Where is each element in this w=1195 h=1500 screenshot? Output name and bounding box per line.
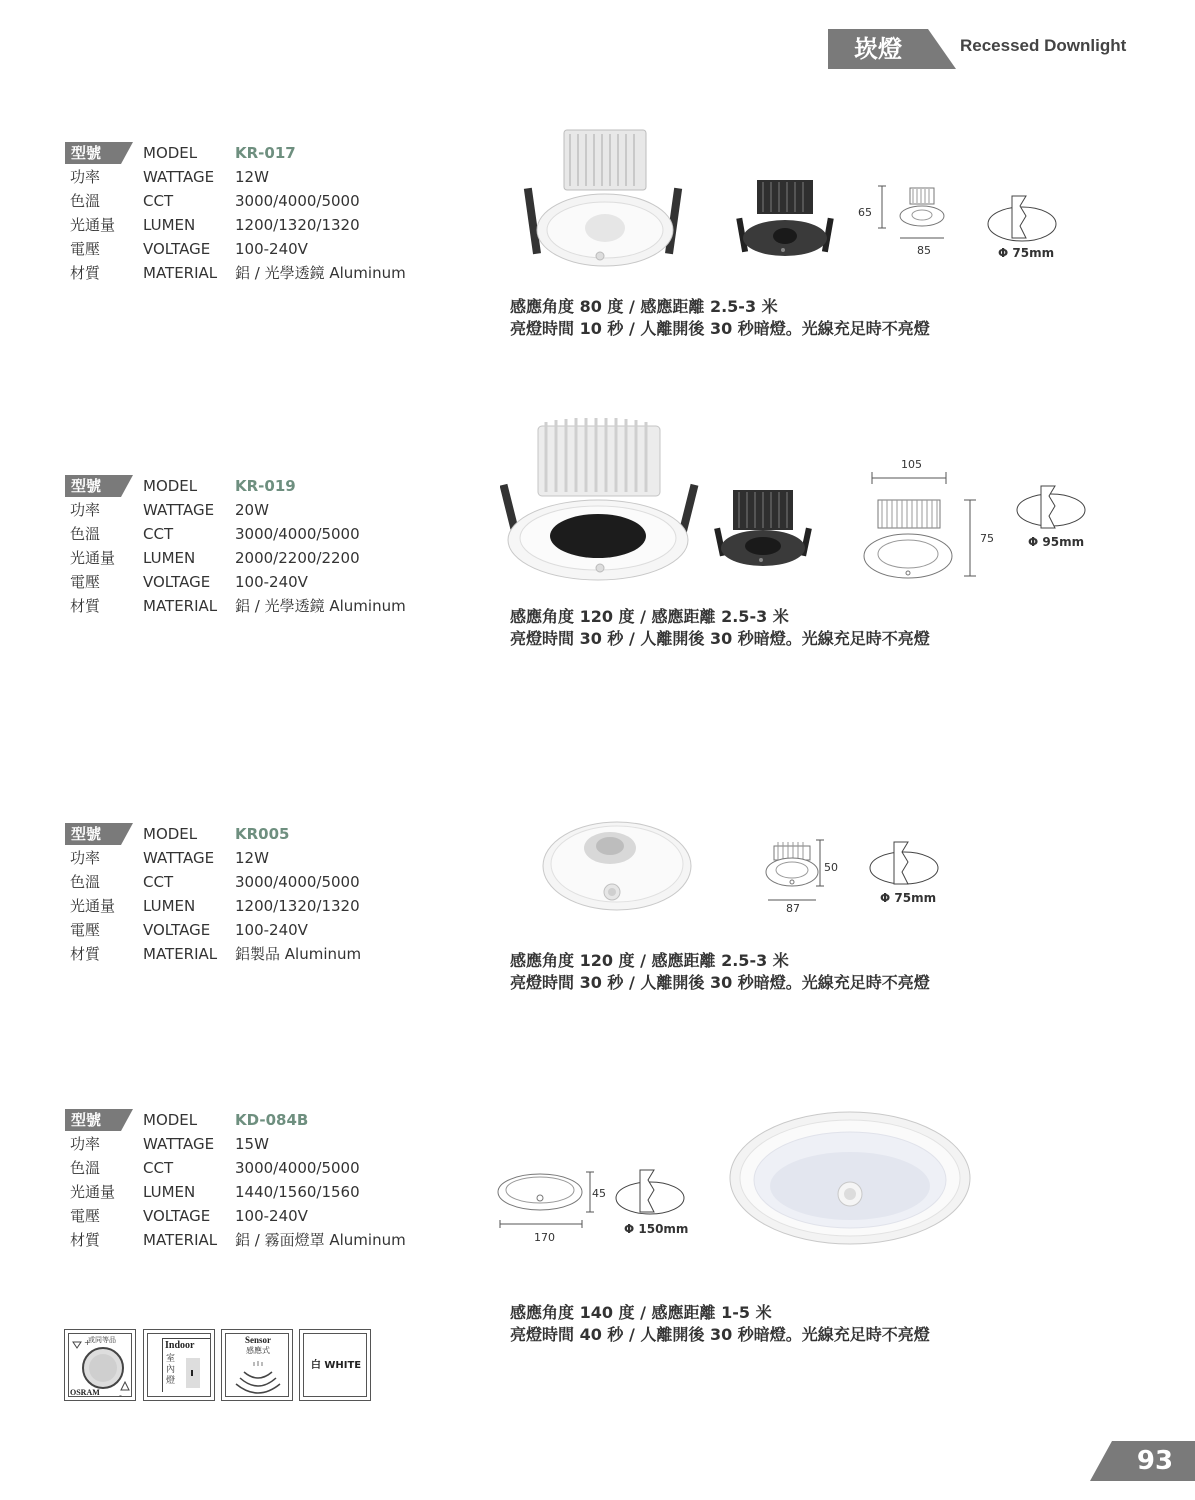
voltage-label-en: VOLTAGE: [143, 573, 211, 591]
desc-line-2: 亮燈時間 30 秒 / 人離開後 30 秒暗燈。光線充足時不亮燈: [510, 629, 930, 648]
wattage-value: 15W: [235, 1135, 269, 1153]
badge-indoor: [143, 1329, 215, 1401]
dim-width-kr005: 87: [786, 902, 800, 915]
cutout-size-kd084b: Φ 150mm: [624, 1222, 689, 1236]
dim-width-kr019: 105: [901, 458, 922, 471]
model-label-zh: 型號: [71, 477, 102, 495]
voltage-label-en: VOLTAGE: [143, 1207, 211, 1225]
sensor-label-zh: 感應式: [246, 1346, 270, 1355]
voltage-value: 100-240V: [235, 921, 308, 939]
dimension-drawing-kd084b: [496, 1168, 606, 1238]
cutout-icon-kr019: [1015, 484, 1087, 534]
dim-height-kr019: 75: [980, 532, 994, 545]
material-label-en: MATERIAL: [143, 264, 218, 282]
cutout-icon-kr017: [986, 194, 1058, 244]
cct-label-zh: 色溫: [70, 525, 101, 543]
product-photo-kr017-white: [520, 128, 690, 268]
dim-width-kr017: 85: [917, 244, 931, 257]
cct-label-en: CCT: [143, 192, 174, 210]
desc-line-1: 感應角度 140 度 / 感應距離 1-5 米: [510, 1303, 772, 1322]
dim-height-kd084b: 45: [592, 1187, 606, 1200]
spec-table-kr017: [65, 141, 485, 285]
cct-label-en: CCT: [143, 873, 174, 891]
material-label-zh: 材質: [70, 1231, 101, 1249]
voltage-label-zh: 電壓: [70, 1207, 101, 1225]
indoor-label-zh: [166, 1354, 175, 1387]
cct-label-zh: 色溫: [70, 873, 101, 891]
model-label-zh: 型號: [71, 144, 102, 162]
lumen-label-en: LUMEN: [143, 549, 196, 567]
spec-table-kr005: [65, 822, 485, 966]
lumen-label-en: LUMEN: [143, 216, 196, 234]
material-label-zh: 材質: [70, 264, 101, 282]
voltage-label-zh: 電壓: [70, 240, 101, 258]
color-label: 白 WHITE: [310, 1360, 362, 1371]
lumen-label-en: LUMEN: [143, 1183, 196, 1201]
cct-value: 3000/4000/5000: [235, 1159, 360, 1177]
lumen-value: 1440/1560/1560: [235, 1183, 360, 1201]
cutout-size-kr017: Φ 75mm: [998, 246, 1055, 260]
wattage-label-zh: 功率: [70, 501, 101, 519]
badge-osram: [64, 1329, 136, 1401]
cutout-icon-kd084b: [614, 1168, 686, 1218]
description-kr019: [510, 606, 930, 650]
wattage-label-en: WATTAGE: [143, 501, 215, 519]
wattage-label-en: WATTAGE: [143, 168, 215, 186]
cct-label-en: CCT: [143, 1159, 174, 1177]
model-label-en: MODEL: [143, 477, 198, 495]
desc-line-2: 亮燈時間 30 秒 / 人離開後 30 秒暗燈。光線充足時不亮燈: [510, 973, 930, 992]
spec-table-kr019: [65, 474, 485, 618]
material-value: 鋁 / 霧面燈罩 Aluminum: [235, 1231, 406, 1249]
model-value: KR-019: [235, 477, 296, 495]
wattage-label-zh: 功率: [70, 849, 101, 867]
svg-text:+: +: [84, 1338, 91, 1347]
spec-table-kd084b: [65, 1108, 485, 1252]
voltage-label-zh: 電壓: [70, 573, 101, 591]
voltage-value: 100-240V: [235, 573, 308, 591]
sensor-label-en: Sensor: [244, 1335, 271, 1345]
lumen-label-zh: 光通量: [70, 549, 116, 567]
lumen-value: 1200/1320/1320: [235, 216, 360, 234]
category-title-en: Recessed Downlight: [960, 36, 1127, 55]
description-kr005: [510, 950, 930, 994]
badge-sensor: [221, 1329, 293, 1401]
description-kd084b: [510, 1302, 930, 1346]
cct-value: 3000/4000/5000: [235, 192, 360, 210]
sensor-wave-icon: [234, 1360, 282, 1396]
dim-height-kr017: 65: [858, 206, 872, 219]
product-photo-kr019-black: [713, 486, 813, 570]
product-photo-kr019-white: [500, 412, 700, 584]
lumen-value: 1200/1320/1320: [235, 897, 360, 915]
cutout-icon-kr005: [868, 840, 940, 890]
dim-height-kr005: 50: [824, 861, 838, 874]
lumen-label-zh: 光通量: [70, 1183, 116, 1201]
cct-label-en: CCT: [143, 525, 174, 543]
voltage-value: 100-240V: [235, 240, 308, 258]
material-value: 鋁製品 Aluminum: [235, 945, 362, 963]
desc-line-1: 感應角度 120 度 / 感應距離 2.5-3 米: [510, 951, 789, 970]
material-value: 鋁 / 光學透鏡 Aluminum: [235, 597, 406, 615]
model-label-zh: 型號: [71, 825, 102, 843]
product-photo-kd084b: [728, 1108, 973, 1248]
cct-label-zh: 色溫: [70, 192, 101, 210]
wattage-label-zh: 功率: [70, 168, 101, 186]
osram-equivalent-note: 或同等品: [88, 1336, 116, 1344]
cutout-size-kr005: Φ 75mm: [880, 891, 937, 905]
svg-text:-: -: [119, 1391, 122, 1400]
description-kr017: [510, 296, 930, 340]
indoor-label-en: Indoor: [165, 1340, 195, 1351]
model-label-en: MODEL: [143, 1111, 198, 1129]
desc-line-1: 感應角度 120 度 / 感應距離 2.5-3 米: [510, 607, 789, 626]
wattage-value: 12W: [235, 168, 269, 186]
desc-line-1: 感應角度 80 度 / 感應距離 2.5-3 米: [510, 297, 778, 316]
page-number: 93: [1136, 1446, 1174, 1476]
door-icon: [186, 1358, 200, 1388]
lumen-value: 2000/2200/2200: [235, 549, 360, 567]
dim-width-kd084b: 170: [534, 1231, 555, 1244]
material-value: 鋁 / 光學透鏡 Aluminum: [235, 264, 406, 282]
badge-color-white: [299, 1329, 371, 1401]
material-label-zh: 材質: [70, 945, 101, 963]
material-label-en: MATERIAL: [143, 597, 218, 615]
dimension-drawing-kr017: [878, 182, 958, 242]
material-label-en: MATERIAL: [143, 1231, 218, 1249]
indoor-char-1: 室: [166, 1354, 176, 1364]
cct-label-zh: 色溫: [70, 1159, 101, 1177]
indoor-char-2: 內: [166, 1365, 176, 1375]
wattage-label-zh: 功率: [70, 1135, 101, 1153]
model-label-en: MODEL: [143, 144, 198, 162]
product-photo-kr005: [540, 820, 695, 915]
voltage-label-zh: 電壓: [70, 921, 101, 939]
desc-line-2: 亮燈時間 10 秒 / 人離開後 30 秒暗燈。光線充足時不亮燈: [510, 319, 930, 338]
model-label-zh: 型號: [71, 1111, 102, 1129]
wattage-value: 20W: [235, 501, 269, 519]
indoor-char-3: 燈: [166, 1376, 176, 1386]
cct-value: 3000/4000/5000: [235, 525, 360, 543]
category-title-zh: 崁燈: [854, 35, 902, 63]
desc-line-2: 亮燈時間 40 秒 / 人離開後 30 秒暗燈。光線充足時不亮燈: [510, 1325, 930, 1344]
wattage-label-en: WATTAGE: [143, 849, 215, 867]
voltage-value: 100-240V: [235, 1207, 308, 1225]
cutout-size-kr019: Φ 95mm: [1028, 535, 1085, 549]
voltage-label-en: VOLTAGE: [143, 240, 211, 258]
model-value: KR-017: [235, 144, 296, 162]
lumen-label-zh: 光通量: [70, 216, 116, 234]
material-label-zh: 材質: [70, 597, 101, 615]
lumen-label-en: LUMEN: [143, 897, 196, 915]
model-value: KD-084B: [235, 1111, 309, 1129]
cct-value: 3000/4000/5000: [235, 873, 360, 891]
dimension-drawing-kr019: [860, 470, 990, 580]
product-photo-kr017-black: [735, 178, 835, 258]
lumen-label-zh: 光通量: [70, 897, 116, 915]
wattage-value: 12W: [235, 849, 269, 867]
model-label-en: MODEL: [143, 825, 198, 843]
material-label-en: MATERIAL: [143, 945, 218, 963]
voltage-label-en: VOLTAGE: [143, 921, 211, 939]
wattage-label-en: WATTAGE: [143, 1135, 215, 1153]
model-value: KR005: [235, 825, 290, 843]
osram-logo-text: OSRAM: [70, 1388, 100, 1397]
